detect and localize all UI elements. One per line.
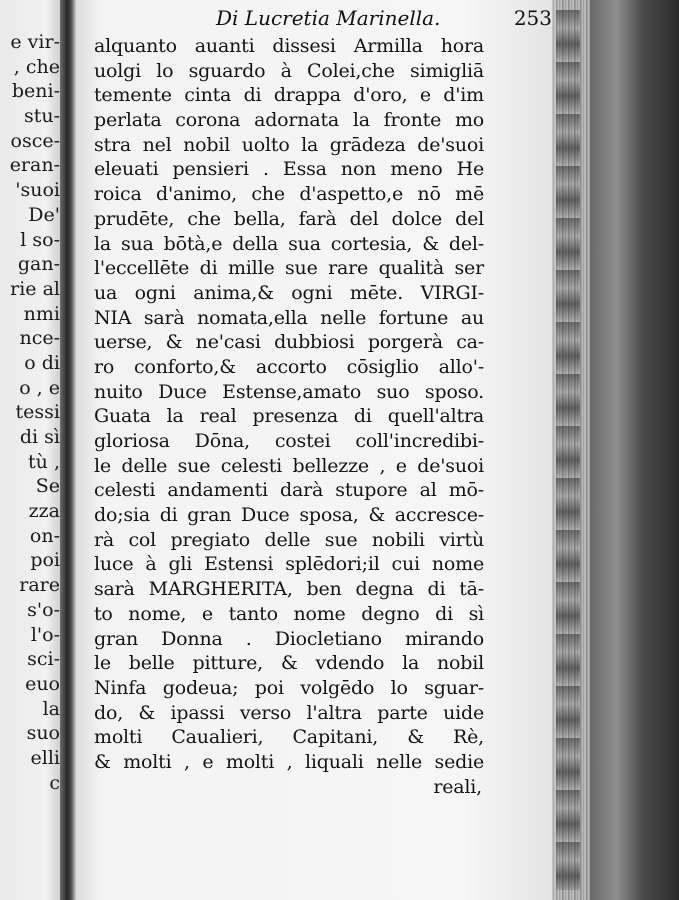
fore-edge-shadow [556, 10, 580, 890]
text-line: Guata la real presenza di quell'altra [94, 405, 484, 428]
facing-text-line: De' [28, 203, 60, 226]
facing-text-line: gan- [17, 253, 60, 276]
text-line: prudēte, che bella, farà del dolce del [94, 207, 484, 230]
text-line: & molti , e molti , liquali nelle sedie [94, 750, 484, 773]
text-line: la sua bōtà,e della sua cortesia, & del- [94, 232, 484, 255]
facing-text-line: nce- [19, 327, 60, 350]
text-line: temente cinta di drappa d'oro, e d'im [94, 84, 484, 107]
text-line: luce à gli Estensi splēdori;il cui nome [94, 553, 484, 576]
book-gutter [60, 0, 76, 900]
text-line: le delle sue celesti bellezze , e de'suoi [94, 454, 484, 477]
facing-text-line: di sì [19, 426, 60, 448]
page-body-text [94, 34, 484, 799]
facing-text-line: , che [13, 55, 60, 78]
facing-text-line: euo [25, 672, 60, 695]
text-line: uerse, & ne'casi dubbiosi porgerà ca- [94, 331, 484, 354]
page-253 [72, 0, 559, 900]
text-line: gran Donna . Diocletiano mirando [94, 627, 484, 650]
text-line: reali, [433, 775, 482, 798]
text-line: molti Caualieri, Capitani, & Rè, [94, 726, 484, 749]
text-line: l'eccellēte di mille sue rare qualità ser [94, 257, 484, 280]
facing-text-line: o di [24, 351, 60, 374]
facing-text-line: 'suoi [15, 179, 60, 202]
text-line: le belle pitture, & vdendo la nobil [94, 652, 484, 675]
text-line: ro conforto,& accorto cōsiglio allo'- [94, 355, 484, 378]
text-line: celesti andamenti darà stupore al mō- [94, 479, 484, 502]
book-cover-edge [590, 0, 679, 900]
facing-text-line: stu- [23, 105, 60, 128]
text-line: ua ogni anima,& ogni mēte. VIRGI- [94, 281, 484, 304]
text-line: uolgi lo sguardo à Colei,che simigliā [94, 59, 484, 82]
text-line: perlata corona adornata la fronte mo [94, 109, 484, 132]
facing-text-line: on- [29, 524, 60, 547]
facing-text-line: rie al [10, 277, 60, 300]
text-line: stra nel nobil uolto la grādeza de'suoi [94, 133, 484, 156]
text-line: nuito Duce Estense,amato suo sposo. [94, 380, 484, 403]
facing-text-line: c [49, 771, 60, 794]
facing-text-line: l'o- [30, 623, 60, 646]
text-line: Ninfa godeua; poi volgēdo lo sguar- [94, 676, 484, 699]
facing-text-line: nmi [23, 302, 60, 325]
text-line: eleuati pensieri . Essa non meno He [94, 158, 484, 181]
facing-text-line: l so- [20, 228, 60, 251]
text-line: sarà MARGHERITA, ben degna di tā- [94, 578, 484, 601]
text-line: to nome, e tanto nome degno di sì [94, 602, 484, 625]
text-line: alquanto auanti dissesi Armilla hora [94, 35, 484, 57]
facing-text-line: osce- [10, 129, 60, 152]
facing-text-line: la [42, 697, 60, 720]
text-line: do;sia di gran Duce sposa, & accresce- [94, 504, 484, 527]
text-line: NIA sarà nomata,ella nelle fortune au [94, 306, 484, 329]
facing-text-line: zza [28, 500, 60, 523]
facing-page-left [0, 0, 66, 900]
facing-page-text [0, 30, 66, 795]
facing-text-line: o , e [19, 376, 60, 399]
facing-text-line: Se [35, 475, 60, 498]
facing-text-line: sci- [27, 648, 60, 671]
running-head: Di Lucretia Marinella. [216, 6, 441, 30]
facing-text-line: tù , [28, 450, 60, 473]
facing-text-line: beni- [11, 80, 60, 103]
text-line: do, & ipassi verso l'altra parte uide [94, 701, 484, 724]
text-line: rà col pregiato delle sue nobili virtù [94, 528, 484, 551]
facing-text-line: e vir- [10, 31, 60, 53]
text-line: gloriosa Dōna, costei coll'incredibi- [94, 430, 484, 452]
facing-text-line: poi [30, 549, 60, 572]
facing-text-line: tessi [15, 401, 60, 424]
facing-text-line: rare [19, 574, 60, 597]
facing-text-line: elli [30, 746, 60, 769]
text-line: roica d'animo, che d'aspetto,e nō mē [94, 183, 484, 206]
facing-text-line: suo [26, 722, 60, 745]
facing-text-line: s'o- [27, 598, 60, 621]
facing-text-line: eran- [9, 154, 60, 177]
page-number: 253 [513, 6, 552, 30]
page-header [142, 4, 552, 32]
